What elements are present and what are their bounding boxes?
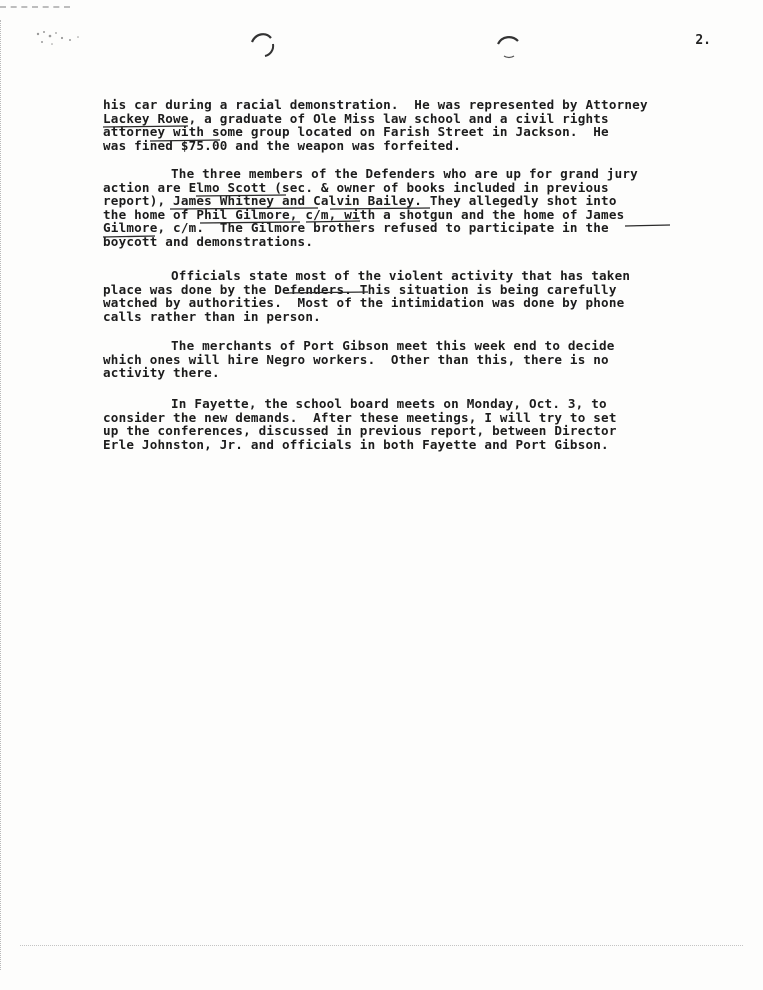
paragraph-line: watched by authorities. Most of the intimidation was done by phone <box>103 295 625 311</box>
paragraph-line: Officials state most of the violent activity that has taken <box>171 268 631 283</box>
paragraph-line: his car during a racial demonstration. He was represented by Attorney <box>103 97 648 112</box>
paragraph-2 <box>103 167 703 249</box>
paragraph-line: calls rather than in person. <box>103 308 321 324</box>
paragraph-line: report), James Whitney and Calvin Bailey. They allegedly shot into <box>103 193 617 209</box>
paragraph-1 <box>103 98 703 152</box>
paragraph-5 <box>103 397 703 451</box>
paragraph-line: The three members of the Defenders who are up for grand jury <box>171 166 638 181</box>
paragraph-3 <box>103 269 703 323</box>
paragraph-line: place was done by the Defenders. This situation is being carefully <box>103 281 617 297</box>
page-number: 2. <box>695 33 711 48</box>
paragraph-line: up the conferences, discussed in previous report, between Director <box>103 423 617 439</box>
paragraph-line: In Fayette, the school board meets on Monday, Oct. 3, to <box>171 396 607 411</box>
paragraph-line: action are Elmo Scott (sec. & owner of books included in previous <box>103 179 609 195</box>
scan-artifact-left-edge <box>0 20 19 970</box>
punch-hole-mark-left <box>246 30 282 60</box>
paragraph-line: attorney with some group located on Farish Street in Jackson. He <box>103 124 609 140</box>
paragraph-line: The merchants of Port Gibson meet this week end to decide <box>171 338 615 353</box>
paragraph-line: Lackey Rowe, a graduate of Ole Miss law school and a civil rights <box>103 110 609 126</box>
paragraph-line: consider the new demands. After these meetings, I will try to set <box>103 409 617 425</box>
scan-smudge <box>30 24 90 54</box>
paragraph-4 <box>103 339 703 380</box>
paragraph-line: was fined $75.00 and the weapon was forfeited. <box>103 137 461 153</box>
paragraph-line: boycott and demonstrations. <box>103 233 314 249</box>
punch-hole-mark-right <box>494 30 524 60</box>
paragraph-line: Gilmore, c/m. The Gilmore brothers refused to participate in the <box>103 220 609 236</box>
paragraph-line: the home of Phil Gilmore, c/m, with a shotgun and the home of James <box>103 206 625 222</box>
paragraph-line: which ones will hire Negro workers. Other than this, there is no <box>103 351 609 367</box>
scan-artifact-top <box>0 6 70 8</box>
paragraph-line: activity there. <box>103 365 220 381</box>
paragraph-line: Erle Johnston, Jr. and officials in both Fayette and Port Gibson. <box>103 436 609 452</box>
scan-artifact-bottom <box>20 945 743 946</box>
